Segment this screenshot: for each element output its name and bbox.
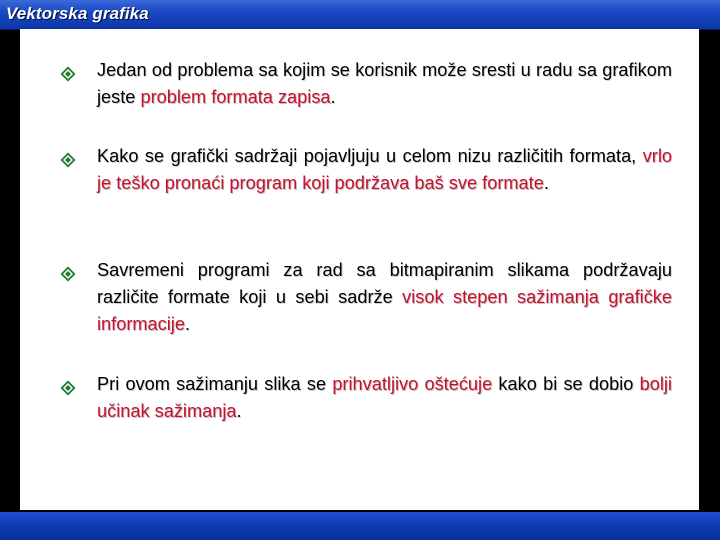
bottom-bar [0, 512, 720, 540]
bullet-text: Jedan od problema sa kojim se korisnik može sresti u radu sa grafikom jeste problem formata zapisa. [97, 60, 672, 107]
diamond-bullet-icon [60, 266, 76, 282]
bullet-text: Pri ovom sažimanju slika se prihvatljivo oštećuje kako bi se dobio bolji učinak sažimanja. [97, 374, 672, 421]
title-bar [0, 0, 720, 30]
slide-title: Vektorska grafika [6, 4, 149, 23]
diamond-bullet-icon [60, 380, 76, 396]
diamond-bullet-icon [60, 66, 76, 82]
bullet-text: Kako se grafički sadržaji pojavljuju u celom nizu različitih formata, vrlo je teško pronaći program koji podržava baš sve formate. [97, 146, 672, 193]
slide-content [20, 29, 699, 510]
bullet-text: Savremeni programi za rad sa bitmapiranim slikama podržavaju različite formate koji u sebi sadrže visok stepen sažimanja grafičke informacije. [97, 260, 672, 334]
diamond-bullet-icon [60, 152, 76, 168]
